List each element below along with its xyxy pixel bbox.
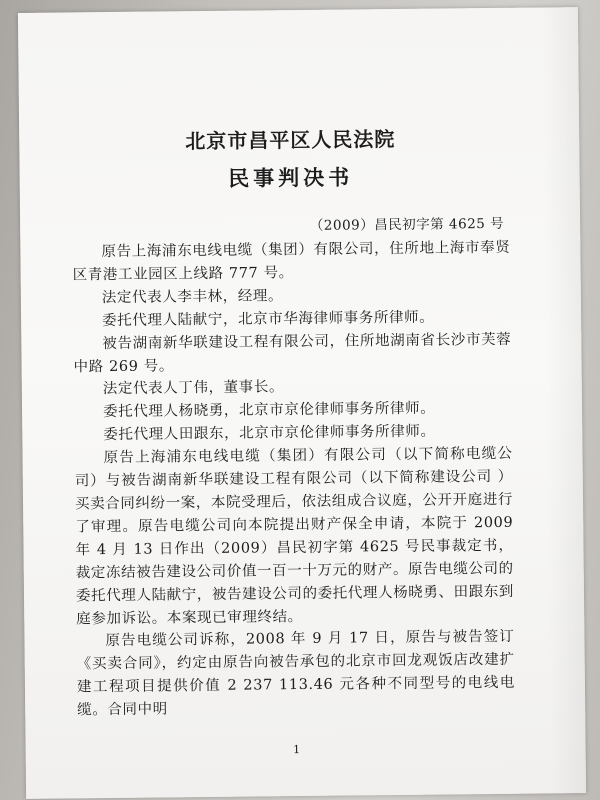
- defendant-paragraph: 被告湖南新华联建设工程有限公司，住所地湖南省长沙市芙蓉中路 269 号。: [73, 331, 512, 375]
- page-number: 1: [293, 743, 301, 757]
- case-number: （2009）昌民初字第 4625 号: [309, 215, 505, 234]
- defendant-agent-2: 委托代理人田跟东，北京市京伦律师事务所律师。: [103, 423, 436, 444]
- document-title: 民事判决书: [228, 164, 354, 191]
- defendant-agent-1: 委托代理人杨晓勇，北京市京伦律师事务所律师。: [103, 400, 436, 421]
- plaintiff-paragraph: 原告上海浦东电线电缆（集团）有限公司，住所地上海市奉贤区青港工业园区上线路 777 号。: [72, 239, 511, 284]
- defendant-legal-rep: 法定代表人丁伟，董事长。: [102, 379, 285, 398]
- case-background-paragraph: 原告上海浦东电线电缆（集团）有限公司（以下简称电缆公司）与被告湖南新华联建设工程有限公司（以下简称建设公司 ）买卖合同纠纷一案，本院受理后，依法组成合议庭，公开开庭进行了审理。原告电缆公司向本院提出财产保全申请，本院于 2009 年 4 月 13 日作出（2009）昌民初字第 4625 号民事裁定书，裁定冻结被告建设公司价值一百一十万元的财产。原告电缆公司的委托代理人陆献宁，被告建设公司的委托代理人杨晓勇、田跟东到庭参加诉讼。本案现已审理终结。: [74, 445, 515, 627]
- document-page: [18, 7, 586, 799]
- plaintiff-legal-rep: 法定代表人李丰林，经理。: [101, 288, 284, 306]
- plaintiff-claim-paragraph: 原告电缆公司诉称，2008 年 9 月 17 日，原告与被告签订《买卖合同》，约定由原告向被告承包的北京市回龙观饭店改建扩建工程项目提供价值 2 237 113.46 元各种不同型号的电线电缆。合同中明: [76, 629, 516, 719]
- plaintiff-agent: 委托代理人陆献宁，北京市华海律师事务所律师。: [102, 309, 435, 329]
- judgment-body: [72, 237, 515, 723]
- court-name: 北京市昌平区人民法院: [185, 127, 396, 154]
